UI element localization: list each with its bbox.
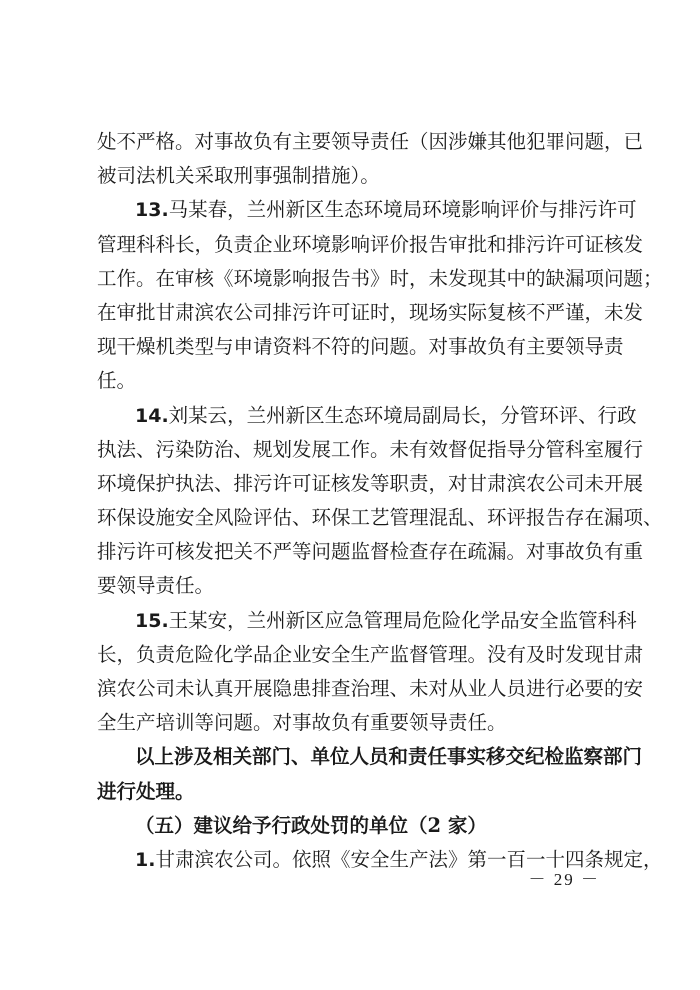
item-13-line-4: 在审批甘肃滨农公司排污许可证时，现场实际复核不严谨，未发 — [97, 300, 644, 324]
item-number: 15. — [135, 609, 169, 632]
item-15-line-1: 15.王某安，兰州新区应急管理局危险化学品安全监管科科 — [135, 608, 637, 632]
page-number: － 29 － — [528, 870, 600, 889]
item-13-line-6: 任。 — [97, 369, 137, 393]
item-number: 1. — [135, 848, 156, 871]
summary-line-1: 以上涉及相关部门、单位人员和责任事实移交纪检监察部门 — [135, 745, 643, 769]
item-number: 14. — [135, 404, 169, 427]
item-14-line-3: 环境保护执法、排污许可证核发等职责，对甘肃滨农公司未开展 — [97, 471, 644, 495]
item-14-line-1: 14.刘某云，兰州新区生态环境局副局长，分管环评、行政 — [135, 403, 637, 427]
section-heading: （五）建议给予行政处罚的单位（2 家） — [135, 813, 487, 837]
item-13-line-2: 管理科科长，负责企业环境影响评价报告审批和排污许可证核发 — [97, 232, 644, 256]
document-body — [97, 125, 663, 877]
summary-line-2: 进行处理。 — [97, 779, 195, 803]
item-13-line-1: 13.马某春，兰州新区生态环境局环境影响评价与排污许可 — [135, 198, 637, 222]
item-15-line-3: 滨农公司未认真开展隐患排查治理、未对从业人员进行必要的安 — [97, 677, 644, 700]
item-15-line-4: 全生产培训等问题。对事故负有重要领导责任。 — [97, 711, 507, 735]
item-number: 13. — [135, 199, 169, 222]
item-14-line-5: 排污许可核发把关不严等问题监督检查存在疏漏。对事故负有重 — [97, 540, 644, 564]
item-14-line-2: 执法、污染防治、规划发展工作。未有效督促指导分管科室履行 — [97, 437, 644, 461]
item-13-line-3: 工作。在审核《环境影响报告书》时，未发现其中的缺漏项问题； — [97, 266, 663, 290]
line-1: 处不严格。对事故负有主要领导责任（因涉嫌其他犯罪问题，已 — [97, 130, 644, 153]
item-14-line-6: 要领导责任。 — [97, 574, 215, 598]
line-2: 被司法机关采取刑事强制措施）。 — [97, 164, 380, 188]
item-14-line-4: 环保设施安全风险评估、环保工艺管理混乱、环评报告存在漏项、 — [97, 506, 663, 530]
item-1-line-1: 1.甘肃滨农公司。依照《安全生产法》第一百一十四条规定， — [135, 847, 663, 871]
item-15-line-2: 长，负责危险化学品企业安全生产监督管理。没有及时发现甘肃 — [97, 642, 644, 666]
item-13-line-5: 现干燥机类型与申请资料不符的问题。对事故负有主要领导责 — [97, 335, 624, 359]
